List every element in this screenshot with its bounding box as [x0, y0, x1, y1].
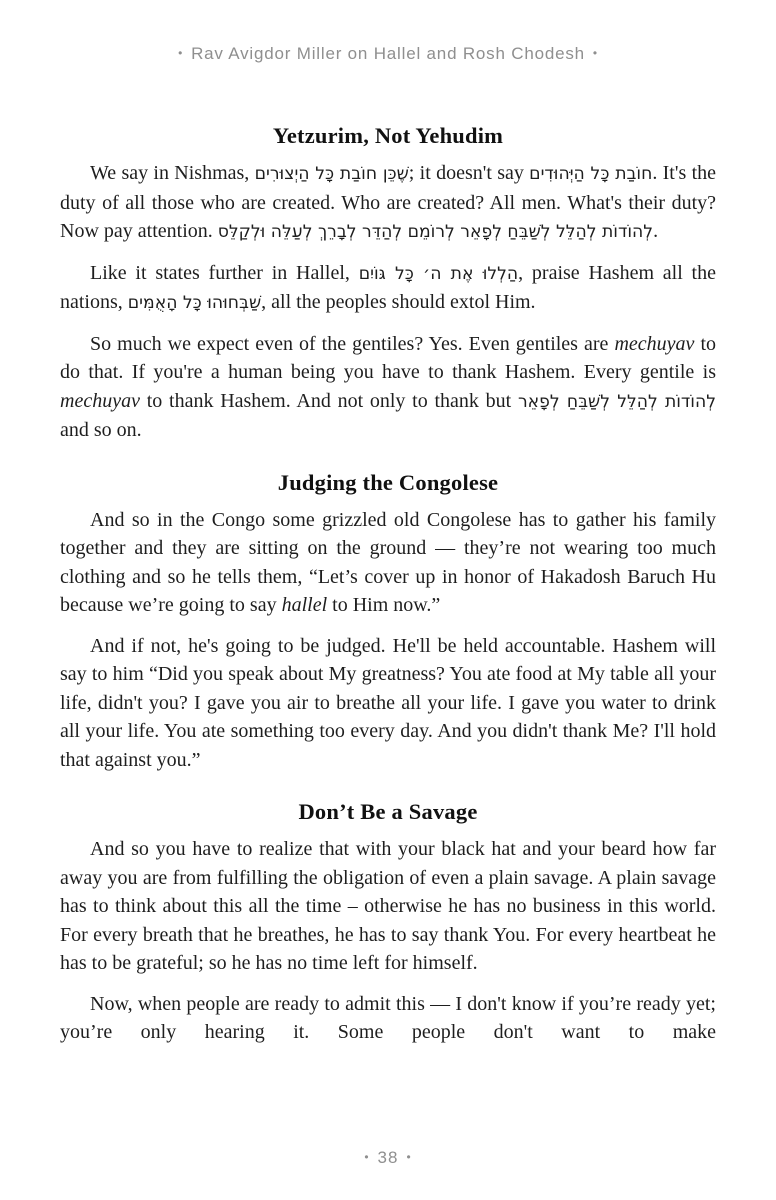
- header-bullet-right: •: [592, 46, 598, 60]
- paragraph: [60, 835, 716, 978]
- text-run: , all the peoples should extol Him.: [261, 291, 536, 313]
- paragraph: [60, 330, 716, 445]
- hebrew-text: חוֹבַת כָּל הַיְּהוּדִים: [529, 164, 653, 184]
- section-heading: Yetzurim, Not Yehudim: [272, 123, 504, 148]
- italic-text: mechuyav: [614, 332, 695, 355]
- text-run: And so in the Congo some grizzled old Congolese has to gather his family together and they are sitting on the ground — they’re not wearing too much clothing and so he tells them, “Let’s cover up in honor of Hakadosh Baruch Hu because we’re going to say: [60, 508, 716, 616]
- paragraph: [60, 506, 716, 620]
- text-run: to do that. If you're a human being you have to thank Hashem. Every gentile is: [60, 332, 716, 383]
- text-run: ; it doesn't say: [408, 162, 530, 184]
- text-run: And so you have to realize that with your black hat and your beard how far away you are from fulfilling the obligation of even a plain savage. A plain savage has to think about this all the time – otherwise he has no business in this world. For every breath that he breathes, he has to say thank You. For every heartbeat he has to be grateful; so he has no time left for himself.: [60, 838, 716, 974]
- hebrew-text: לְהוֹדוֹת לְהַלֵּל לְשַׁבֵּחַ לְפָאֵר לְרוֹמֵם לְהַדֵּר לְבָרֵךְ לְעַלֵּה וּלְקַלֵּס: [217, 222, 654, 242]
- text-run: to thank Hashem. And not only to thank but: [139, 389, 518, 412]
- text-run: Like it states further in Hallel,: [90, 261, 359, 284]
- text-run: to Him now.”: [327, 594, 441, 616]
- header-bullet-left: •: [178, 46, 184, 60]
- footer-bullet-left: •: [364, 1150, 370, 1164]
- paragraph: [60, 632, 716, 775]
- footer-bullet-right: •: [406, 1150, 412, 1164]
- paragraph: [60, 159, 716, 247]
- hebrew-text: שַׁבְּחוּהוּ כָּל הָאֻמִּים: [127, 293, 262, 313]
- text-run: So much we expect even of the gentiles? Yes. Even gentiles are: [90, 332, 615, 355]
- hebrew-text: לְהוֹדוֹת לְהַלֵּל לְשַׁבֵּחַ לְפָאֵר: [517, 391, 716, 412]
- italic-text: mechuyav: [60, 389, 140, 412]
- page-number: 38: [377, 1148, 399, 1167]
- running-header-title: Rav Avigdor Miller on Hallel and Rosh Chodesh: [191, 44, 585, 63]
- section-heading: Judging the Congolese: [277, 469, 499, 495]
- paragraph: [60, 259, 716, 318]
- hebrew-text: הַלְלוּ אֶת ה׳ כָּל גּוֹיִם: [358, 263, 519, 284]
- paragraph: [60, 990, 716, 1047]
- running-header: [0, 44, 776, 64]
- text-run: .: [653, 220, 659, 242]
- text-run: And if not, he's going to be judged. He'll be held accountable. Hashem will say to him “Did you speak about My greatness? You ate food at My table all your life, didn't you? I gave you air to breathe all your life. I gave you water to drink all your life. You ate something too every day. And you didn't thank Me? I'll hold that against you.”: [60, 634, 716, 771]
- section-heading: Don’t Be a Savage: [298, 799, 478, 824]
- page-footer: [0, 1148, 776, 1168]
- text-run: . It's the duty of all those who are created. Who are created? All men. What's their duty? Now pay attention.: [60, 162, 716, 242]
- text-run: and so on.: [60, 419, 142, 441]
- text-run: We say in Nishmas,: [90, 162, 255, 184]
- hebrew-text: שֶׁכֵּן חוֹבַת כָּל הַיְצוּרִים: [254, 164, 409, 184]
- text-run: , praise Hashem all the nations,: [60, 261, 716, 313]
- italic-text: hallel: [281, 594, 328, 616]
- page-content: [60, 122, 716, 1059]
- text-run: Now, when people are ready to admit this — I don't know if you’re ready yet; you’re only hearing it. Some people don't want to make: [60, 992, 716, 1043]
